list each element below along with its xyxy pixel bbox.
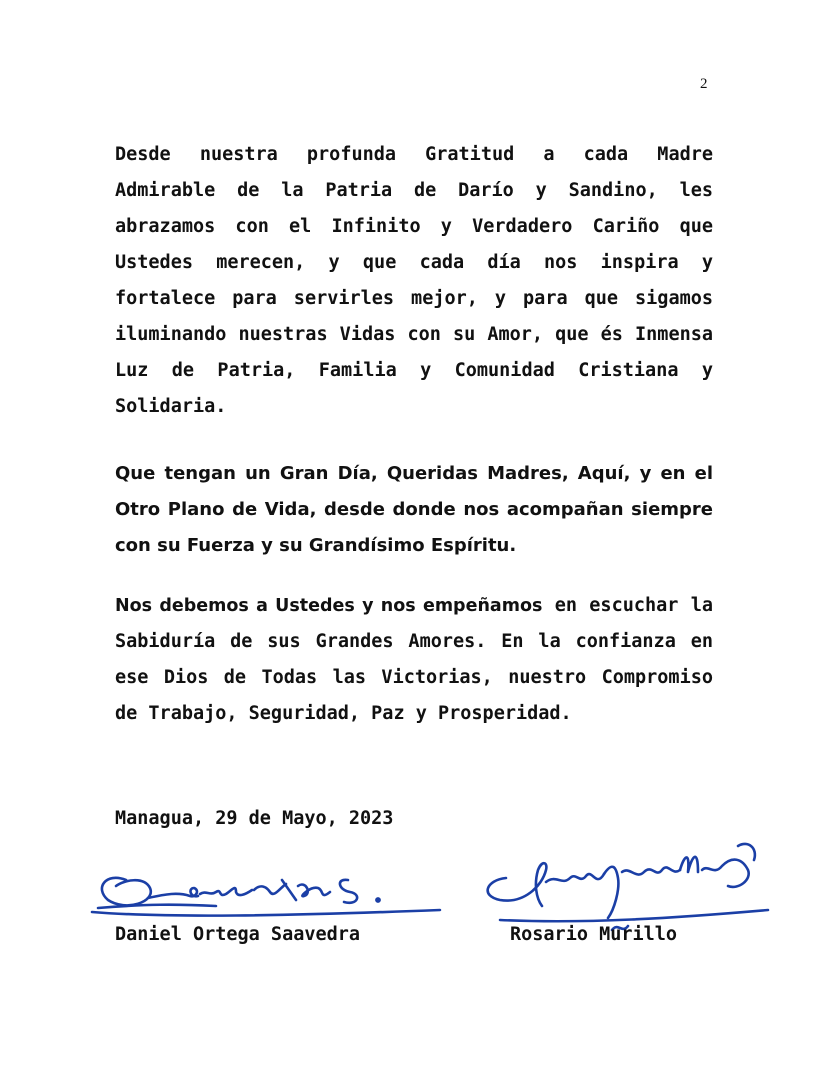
page-number: 2: [700, 76, 708, 92]
signer-name-daniel: Daniel Ortega Saavedra: [115, 924, 361, 945]
signer-name-rosario: Rosario Murillo: [510, 924, 678, 945]
paragraph-greeting: Que tengan un Gran Día, Queridas Madres, Aquí, y en el Otro Plano de Vida, desde donde nos acompañan siempre con su Fuerza y su Grandísimo Espíritu.: [115, 463, 713, 556]
paragraph-commitment: [115, 588, 713, 732]
paragraph-commitment-lead: Nos debemos a Ustedes y nos empeñamos: [115, 596, 543, 616]
paragraph-commitment-rest: en escuchar la Sabiduría de sus Grandes Amores. En la confianza en ese Dios de Todas las Victorias, nuestro Compromiso de Trabajo, Seguridad, Paz y Prosperidad.: [115, 595, 713, 724]
signature-daniel-ortega: [86, 850, 446, 930]
paragraph-gratitude: Desde nuestra profunda Gratitud a cada Madre Admirable de la Patria de Darío y Sandino, les abrazamos con el Infinito y Verdadero Cariño que Ustedes merecen, y que cada día nos inspira y fortalece para servirles mejor, y para que sigamos iluminando nuestras Vidas con su Amor, que és Inmensa Luz de Patria, Familia y Comunidad Cristiana y Solidaria.: [115, 144, 713, 417]
dateline: Managua, 29 de Mayo, 2023: [115, 808, 394, 829]
